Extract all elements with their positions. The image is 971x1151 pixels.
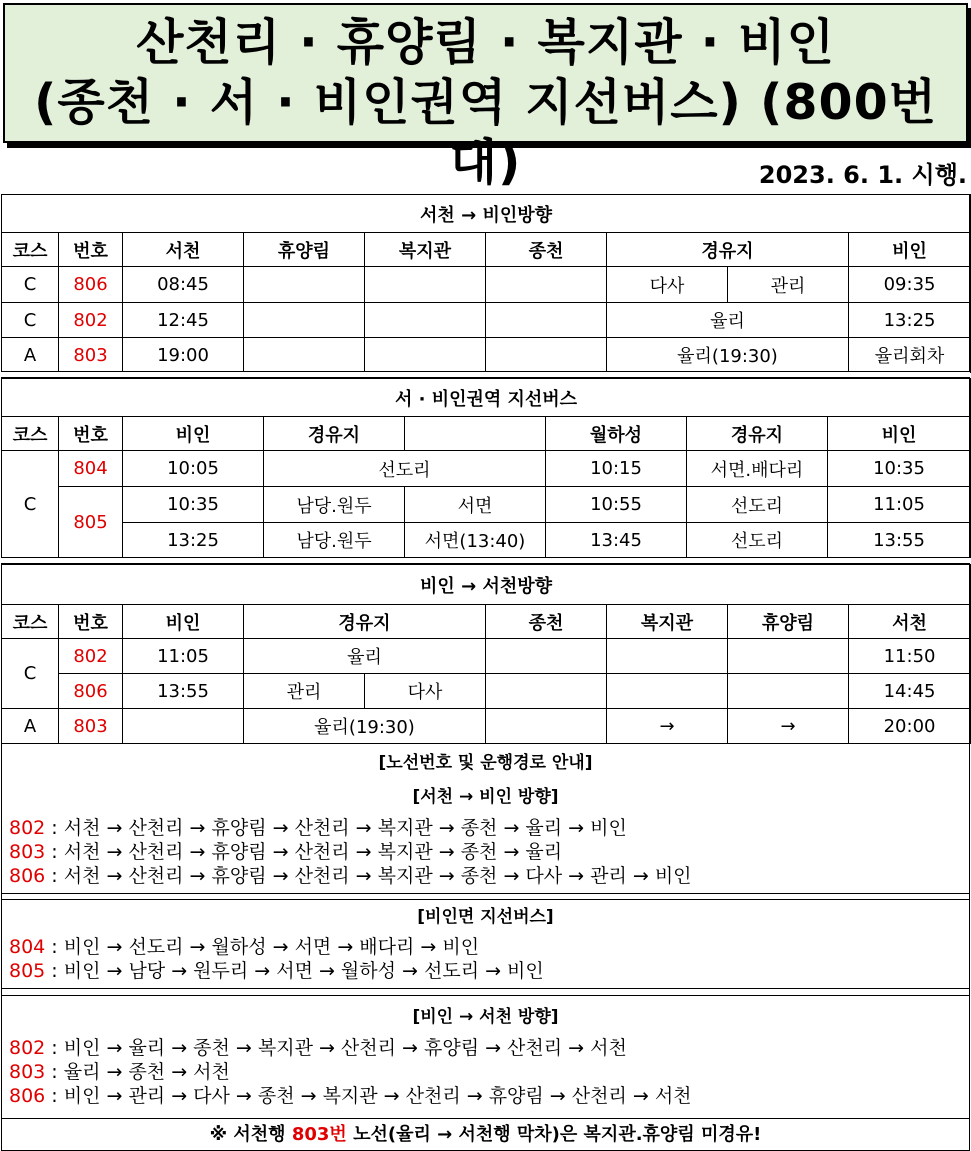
empty-cell: [244, 267, 365, 303]
empty-cell: [486, 639, 607, 674]
header-stop: 휴양림: [244, 233, 365, 267]
empty-cell: [486, 709, 607, 744]
footer-suffix: 노선(율리 → 서천행 막차)은 복지관.휴양림 미경유!: [346, 1124, 762, 1145]
route-guide-section-title: [비인면 지선버스]: [417, 907, 554, 927]
route-number: 806: [9, 1085, 46, 1107]
course-cell: A: [2, 338, 59, 373]
course-cell: C: [2, 451, 59, 558]
time-cell: 10:55: [546, 487, 687, 523]
empty-cell: [607, 674, 728, 709]
route-guide-section-title: [비인 → 서천 방향]: [412, 1007, 559, 1027]
header-via: 경유지: [687, 417, 828, 451]
route-number: 806: [59, 267, 123, 303]
route-number: 804: [9, 936, 46, 958]
header-stop: 종천: [486, 233, 607, 267]
via-cell: 다사: [607, 267, 728, 303]
header-number: 번호: [59, 605, 123, 639]
time-cell: 10:35: [123, 487, 264, 523]
header-via: 경유지: [264, 417, 405, 451]
route-path: : 서천 → 산천리 → 휴양림 → 산천리 → 복지관 → 종천 → 율리: [45, 841, 563, 863]
route-line: [9, 864, 692, 888]
route-number: 804: [59, 451, 123, 487]
route-line: [9, 959, 544, 983]
route-guide-section-title-box: [0, 784, 971, 810]
header-stop: 복지관: [365, 233, 486, 267]
header-stop: 서천: [123, 233, 244, 267]
via-cell: 남당.원두: [264, 487, 405, 523]
time-cell: 10:05: [123, 451, 264, 487]
empty-cell: [244, 303, 365, 338]
timetable-branch-bus: [1, 378, 971, 558]
via-cell: 율리(19:30): [244, 709, 486, 744]
route-number: 803: [9, 1061, 46, 1083]
time-cell: 13:25: [849, 303, 971, 338]
route-guide-section-title-box: [0, 1004, 971, 1030]
header-via: 경유지: [607, 233, 849, 267]
effective-date: 2023. 6. 1. 시행.: [758, 161, 967, 189]
via-cell: 선도리: [264, 451, 546, 487]
route-number: 802: [9, 817, 46, 839]
route-line: [9, 840, 562, 864]
table-row: [2, 487, 971, 523]
time-cell: 20:00: [849, 709, 971, 744]
route-guide-heading-box: [0, 750, 971, 776]
time-cell: 12:45: [123, 303, 244, 338]
route-number: 806: [9, 865, 46, 887]
time-cell: 11:05: [123, 639, 244, 674]
via-cell: 서면.배다리: [687, 451, 828, 487]
header-course: 코스: [2, 605, 59, 639]
route-line: [9, 1036, 627, 1060]
empty-cell: [486, 338, 607, 373]
table-row: [2, 523, 971, 558]
header-blank: [405, 417, 546, 451]
via-cell: 율리: [244, 639, 486, 674]
empty-cell: [486, 674, 607, 709]
header-stop: 복지관: [607, 605, 728, 639]
time-cell: 09:35: [849, 267, 971, 303]
header-stop: 비인: [123, 605, 244, 639]
time-cell: 10:35: [828, 451, 971, 487]
route-number: 803: [59, 338, 123, 373]
time-cell: 14:45: [849, 674, 971, 709]
route-path: : 율리 → 종천 → 서천: [45, 1061, 230, 1083]
course-cell: C: [2, 639, 59, 709]
route-guide-section-title-box: [0, 904, 971, 930]
arrow-cell: →: [728, 709, 849, 744]
course-cell: A: [2, 709, 59, 744]
route-number: 805: [59, 487, 123, 558]
via-cell: 다사: [365, 674, 486, 709]
route-number: 802: [59, 303, 123, 338]
route-number: 803: [9, 841, 46, 863]
time-cell: 13:55: [828, 523, 971, 558]
header-stop: 비인: [123, 417, 264, 451]
header-via: 경유지: [244, 605, 486, 639]
route-path: : 비인 → 관리 → 다사 → 종천 → 복지관 → 산천리 → 휴양림 → 산천리 → 서천: [45, 1085, 692, 1107]
section-divider: [1, 557, 970, 564]
footer-highlight: 803번: [291, 1124, 347, 1145]
time-cell: 13:45: [546, 523, 687, 558]
divider: [1, 893, 970, 894]
header-number: 번호: [59, 233, 123, 267]
table-row: [2, 451, 971, 487]
time-cell: 13:25: [123, 523, 264, 558]
empty-cell: [607, 639, 728, 674]
header-course: 코스: [2, 417, 59, 451]
via-cell: 남당.원두: [264, 523, 405, 558]
divider: [1, 988, 970, 989]
empty-cell: [486, 267, 607, 303]
route-number: 805: [9, 960, 46, 982]
empty-cell: [244, 338, 365, 373]
route-line: [9, 935, 479, 959]
table-row: [2, 338, 971, 373]
divider: [1, 899, 970, 900]
table-row: [2, 709, 971, 744]
empty-cell: [728, 674, 849, 709]
section-title: 서천 → 비인방향: [2, 195, 971, 233]
header-stop: 서천: [849, 605, 971, 639]
via-cell: 선도리: [687, 523, 828, 558]
empty-cell: [365, 303, 486, 338]
page-title-line1: 산천리 · 휴양림 · 복지관 · 비인: [136, 14, 835, 71]
table-row: [2, 267, 971, 303]
time-cell: 11:50: [849, 639, 971, 674]
route-path: : 비인 → 율리 → 종천 → 복지관 → 산천리 → 휴양림 → 산천리 → 서천: [45, 1037, 627, 1059]
route-number: 803: [59, 709, 123, 744]
via-cell: 서면(13:40): [405, 523, 546, 558]
time-cell: 19:00: [123, 338, 244, 373]
empty-cell: [365, 267, 486, 303]
route-number: 802: [59, 639, 123, 674]
header-stop: 비인: [828, 417, 971, 451]
page-title-line2: (종천 · 서 · 비인권역 지선버스) (800번대): [33, 74, 938, 191]
via-cell: 관리: [728, 267, 849, 303]
empty-cell: [728, 639, 849, 674]
timetable-seocheon-to-biin: [1, 194, 971, 373]
header-stop: 비인: [849, 233, 971, 267]
route-line: [9, 1084, 692, 1108]
via-cell: 율리(19:30): [607, 338, 849, 373]
divider: [1, 995, 970, 996]
arrow-cell: →: [607, 709, 728, 744]
via-cell: 선도리: [687, 487, 828, 523]
empty-cell: [486, 303, 607, 338]
footer-note: [1, 1118, 970, 1150]
section-title: 비인 → 서천방향: [2, 565, 971, 605]
section-title: 서 · 비인권역 지선버스: [2, 379, 971, 417]
route-path: : 비인 → 선도리 → 월하성 → 서면 → 배다리 → 비인: [45, 936, 480, 958]
via-cell: 서면: [405, 487, 546, 523]
course-cell: C: [2, 267, 59, 303]
timetable-biin-to-seocheon: [1, 564, 971, 744]
route-path: : 서천 → 산천리 → 휴양림 → 산천리 → 복지관 → 종천 → 다사 → 관리 → 비인: [45, 865, 692, 887]
route-guide-heading: [노선번호 및 운행경로 안내]: [378, 753, 593, 773]
header-stop: 월하성: [546, 417, 687, 451]
table-row: [2, 639, 971, 674]
via-cell: 율리: [607, 303, 849, 338]
empty-cell: [365, 338, 486, 373]
time-cell: 13:55: [123, 674, 244, 709]
route-line: [9, 1060, 230, 1084]
route-line: [9, 816, 627, 840]
route-path: : 비인 → 남당 → 원두리 → 서면 → 월하성 → 선도리 → 비인: [45, 960, 544, 982]
route-number: 806: [59, 674, 123, 709]
time-cell: 율리회차: [849, 338, 971, 373]
time-cell: 10:15: [546, 451, 687, 487]
route-path: : 서천 → 산천리 → 휴양림 → 산천리 → 복지관 → 종천 → 율리 → 비인: [45, 817, 627, 839]
route-number: 802: [9, 1037, 46, 1059]
header-course: 코스: [2, 233, 59, 267]
table-row: [2, 303, 971, 338]
time-cell: 11:05: [828, 487, 971, 523]
header-number: 번호: [59, 417, 123, 451]
time-cell: 08:45: [123, 267, 244, 303]
header-stop: 휴양림: [728, 605, 849, 639]
via-cell: 관리: [244, 674, 365, 709]
section-divider: [1, 371, 970, 378]
empty-cell: [123, 709, 244, 744]
route-guide-section-title: [서천 → 비인 방향]: [412, 787, 559, 807]
header-stop: 종천: [486, 605, 607, 639]
table-row: [2, 674, 971, 709]
course-cell: C: [2, 303, 59, 338]
footer-prefix: ※ 서천행: [209, 1124, 292, 1145]
